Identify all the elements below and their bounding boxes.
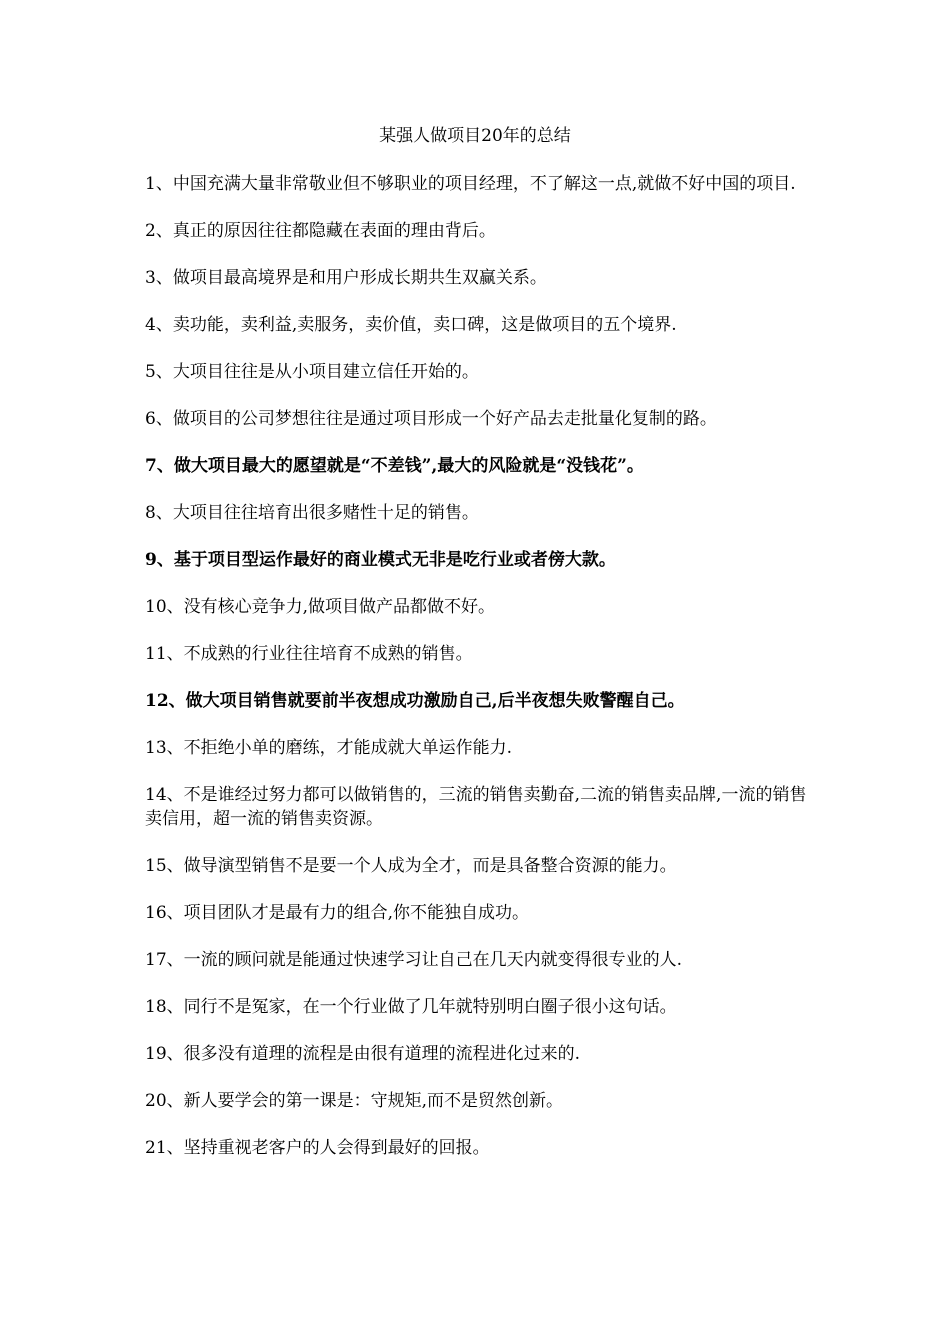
item-text: 坚持重视老客户的人会得到最好的回报。 xyxy=(183,1138,490,1158)
item-text: 大项目往往是从小项目建立信任开始的。 xyxy=(172,362,479,382)
list-item xyxy=(145,501,807,525)
item-number: 8、 xyxy=(145,503,173,523)
list-item xyxy=(145,1136,807,1160)
list-item xyxy=(145,642,807,666)
item-number: 16、 xyxy=(145,903,184,923)
list-item xyxy=(145,995,807,1019)
item-number: 18、 xyxy=(145,997,184,1017)
list-item xyxy=(145,219,807,243)
item-text: 真正的原因往往都隐藏在表面的理由背后。 xyxy=(172,221,496,241)
item-number: 12、 xyxy=(145,691,186,711)
item-text: 新人要学会的第一课是：守规矩,而不是贸然创新。 xyxy=(183,1091,564,1111)
item-number: 15、 xyxy=(145,856,184,876)
item-text: 不是谁经过努力都可以做销售的，三流的销售卖勤奋,二流的销售卖品牌,一流的销售卖信用，超一流的销售卖资源。 xyxy=(145,785,807,829)
item-text: 做项目的公司梦想往往是通过项目形成一个好产品去走批量化复制的路。 xyxy=(172,409,717,429)
list-item xyxy=(145,948,807,972)
list-item xyxy=(145,454,807,478)
item-text: 中国充满大量非常敬业但不够职业的项目经理，不了解这一点,就做不好中国的项目. xyxy=(172,174,796,194)
item-number: 19、 xyxy=(145,1044,184,1064)
item-number: 10、 xyxy=(145,597,184,617)
list-item xyxy=(145,313,807,337)
document-title: 某强人做项目20年的总结 xyxy=(379,126,571,146)
item-number: 2、 xyxy=(145,221,173,241)
item-text: 卖功能，卖利益,卖服务，卖价值，卖口碑，这是做项目的五个境界. xyxy=(172,315,677,335)
item-text: 不成熟的行业往往培育不成熟的销售。 xyxy=(183,644,473,664)
list-item xyxy=(145,360,807,384)
item-text: 做大项目最大的愿望就是“不差钱”,最大的风险就是“没钱花”。 xyxy=(173,456,644,476)
item-list xyxy=(145,172,807,1183)
item-text: 做导演型销售不是要一个人成为全才，而是具备整合资源的能力。 xyxy=(183,856,677,876)
list-item xyxy=(145,901,807,925)
item-text: 做大项目销售就要前半夜想成功激励自己,后半夜想失败警醒自己。 xyxy=(185,691,685,711)
list-item xyxy=(145,783,807,831)
list-item xyxy=(145,736,807,760)
item-text: 做项目最高境界是和用户形成长期共生双赢关系。 xyxy=(172,268,547,288)
item-number: 1、 xyxy=(145,174,173,194)
list-item xyxy=(145,1042,807,1066)
item-number: 17、 xyxy=(145,950,184,970)
item-number: 3、 xyxy=(145,268,173,288)
item-number: 7、 xyxy=(145,456,174,476)
list-item xyxy=(145,1089,807,1113)
item-number: 13、 xyxy=(145,738,184,758)
item-text: 项目团队才是最有力的组合,你不能独自成功。 xyxy=(183,903,530,923)
list-item xyxy=(145,689,807,713)
list-item xyxy=(145,172,807,196)
item-number: 5、 xyxy=(145,362,173,382)
list-item xyxy=(145,266,807,290)
list-item xyxy=(145,854,807,878)
item-number: 4、 xyxy=(145,315,173,335)
item-number: 9、 xyxy=(145,550,174,570)
item-number: 14、 xyxy=(145,785,184,805)
list-item xyxy=(145,548,807,572)
list-item xyxy=(145,407,807,431)
item-number: 21、 xyxy=(145,1138,184,1158)
item-text: 一流的顾问就是能通过快速学习让自己在几天内就变得很专业的人. xyxy=(183,950,683,970)
item-text: 同行不是冤家，在一个行业做了几年就特别明白圈子很小这句话。 xyxy=(183,997,677,1017)
item-text: 大项目往往培育出很多赌性十足的销售。 xyxy=(172,503,479,523)
item-number: 11、 xyxy=(145,644,184,664)
list-item xyxy=(145,595,807,619)
item-text: 没有核心竞争力,做项目做产品都做不好。 xyxy=(183,597,496,617)
item-text: 不拒绝小单的磨练，才能成就大单运作能力. xyxy=(183,738,513,758)
item-text: 基于项目型运作最好的商业模式无非是吃行业或者傍大款。 xyxy=(173,550,616,570)
item-number: 6、 xyxy=(145,409,173,429)
item-number: 20、 xyxy=(145,1091,184,1111)
item-text: 很多没有道理的流程是由很有道理的流程进化过来的. xyxy=(183,1044,581,1064)
